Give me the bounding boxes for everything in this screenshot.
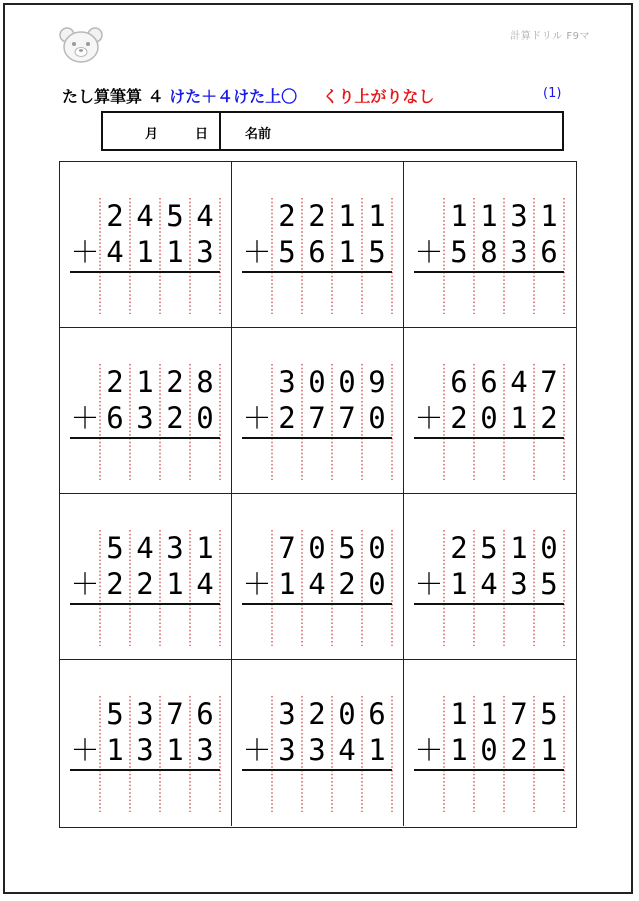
bottom-addend-digit: 6 bbox=[106, 401, 124, 435]
problem-drawing bbox=[60, 328, 232, 494]
sheet-number: (1) bbox=[543, 86, 562, 101]
answer-input-area[interactable] bbox=[444, 275, 564, 313]
top-addend-digit: 9 bbox=[368, 365, 386, 399]
problem-cell bbox=[60, 494, 232, 660]
top-addend-digit: 5 bbox=[106, 531, 124, 565]
bottom-addend-digit: 7 bbox=[308, 401, 326, 435]
top-addend-digit: 1 bbox=[136, 365, 154, 399]
top-addend-digit: 2 bbox=[308, 697, 326, 731]
plus-sign: ＋ bbox=[414, 733, 444, 767]
bottom-addend-digit: 2 bbox=[136, 567, 154, 601]
bottom-addend-digit: 4 bbox=[106, 235, 124, 269]
problem-cell bbox=[60, 660, 232, 826]
top-addend-digit: 3 bbox=[278, 365, 296, 399]
top-addend-digit: 4 bbox=[510, 365, 528, 399]
answer-input-area[interactable] bbox=[444, 773, 564, 811]
top-addend-digit: 8 bbox=[196, 365, 214, 399]
drill-label: 計算ドリル F9マ bbox=[510, 31, 590, 42]
bottom-addend-digit: 3 bbox=[196, 235, 214, 269]
top-addend-digit: 6 bbox=[480, 365, 498, 399]
title-no-carry: くり上がりなし bbox=[322, 87, 435, 106]
bottom-addend-digit: 0 bbox=[196, 401, 214, 435]
top-addend-digit: 6 bbox=[368, 697, 386, 731]
top-addend-digit: 1 bbox=[540, 199, 558, 233]
answer-input-area[interactable] bbox=[100, 441, 220, 479]
problem-cell bbox=[232, 494, 404, 660]
plus-sign: ＋ bbox=[242, 235, 272, 269]
plus-sign: ＋ bbox=[70, 733, 100, 767]
month-label: 月 bbox=[145, 127, 159, 142]
bottom-addend-digit: 1 bbox=[338, 235, 356, 269]
bottom-addend-digit: 0 bbox=[368, 567, 386, 601]
answer-input-area[interactable] bbox=[444, 607, 564, 645]
problem-cell bbox=[232, 162, 404, 328]
top-addend-digit: 1 bbox=[480, 199, 498, 233]
problem-cell bbox=[404, 162, 576, 328]
day-label: 日 bbox=[195, 127, 209, 142]
problem-cell bbox=[404, 660, 576, 826]
top-addend-digit: 5 bbox=[106, 697, 124, 731]
top-addend-digit: 0 bbox=[540, 531, 558, 565]
answer-input-area[interactable] bbox=[272, 275, 392, 313]
top-addend-digit: 3 bbox=[278, 697, 296, 731]
top-addend-digit: 0 bbox=[368, 531, 386, 565]
top-addend-digit: 7 bbox=[540, 365, 558, 399]
answer-input-area[interactable] bbox=[272, 441, 392, 479]
bottom-addend-digit: 4 bbox=[196, 567, 214, 601]
top-addend-digit: 1 bbox=[338, 199, 356, 233]
plus-sign: ＋ bbox=[414, 567, 444, 601]
problem-cell bbox=[232, 660, 404, 826]
top-addend-digit: 2 bbox=[106, 365, 124, 399]
bottom-addend-digit: 1 bbox=[166, 567, 184, 601]
top-addend-digit: 2 bbox=[166, 365, 184, 399]
bottom-addend-digit: 3 bbox=[136, 401, 154, 435]
top-addend-digit: 1 bbox=[450, 199, 468, 233]
top-addend-digit: 2 bbox=[450, 531, 468, 565]
bottom-addend-digit: 0 bbox=[480, 733, 498, 767]
top-addend-digit: 0 bbox=[308, 365, 326, 399]
plus-sign: ＋ bbox=[414, 235, 444, 269]
bottom-addend-digit: 1 bbox=[106, 733, 124, 767]
top-addend-digit: 6 bbox=[196, 697, 214, 731]
name-box-divider bbox=[219, 113, 221, 149]
top-addend-digit: 1 bbox=[480, 697, 498, 731]
top-addend-digit: 3 bbox=[166, 531, 184, 565]
page-title bbox=[62, 84, 582, 106]
bear-face-icon bbox=[58, 26, 104, 64]
top-addend-digit: 3 bbox=[510, 199, 528, 233]
bottom-addend-digit: 2 bbox=[510, 733, 528, 767]
bottom-addend-digit: 8 bbox=[480, 235, 498, 269]
bottom-addend-digit: 1 bbox=[540, 733, 558, 767]
problem-cell bbox=[60, 328, 232, 494]
top-addend-digit: 1 bbox=[450, 697, 468, 731]
bottom-addend-digit: 4 bbox=[308, 567, 326, 601]
title-digits-part: けた＋４けた上〇 bbox=[169, 87, 298, 106]
bottom-addend-digit: 2 bbox=[540, 401, 558, 435]
bottom-addend-digit: 3 bbox=[278, 733, 296, 767]
top-addend-digit: 5 bbox=[540, 697, 558, 731]
top-addend-digit: 1 bbox=[368, 199, 386, 233]
bottom-addend-digit: 3 bbox=[196, 733, 214, 767]
top-addend-digit: 7 bbox=[166, 697, 184, 731]
top-addend-digit: 5 bbox=[338, 531, 356, 565]
problem-cell bbox=[404, 328, 576, 494]
top-addend-digit: 5 bbox=[480, 531, 498, 565]
bottom-addend-digit: 1 bbox=[450, 733, 468, 767]
problem-drawing bbox=[232, 162, 404, 328]
bottom-addend-digit: 1 bbox=[510, 401, 528, 435]
plus-sign: ＋ bbox=[70, 235, 100, 269]
bottom-addend-digit: 0 bbox=[480, 401, 498, 435]
bottom-addend-digit: 1 bbox=[166, 235, 184, 269]
problem-drawing bbox=[232, 494, 404, 660]
problem-drawing bbox=[404, 162, 576, 328]
plus-sign: ＋ bbox=[242, 733, 272, 767]
bottom-addend-digit: 3 bbox=[136, 733, 154, 767]
problem-drawing bbox=[404, 328, 576, 494]
answer-input-area[interactable] bbox=[100, 275, 220, 313]
answer-input-area[interactable] bbox=[444, 441, 564, 479]
bottom-addend-digit: 4 bbox=[338, 733, 356, 767]
name-label: 名前 bbox=[245, 127, 272, 142]
bottom-addend-digit: 4 bbox=[480, 567, 498, 601]
bottom-addend-digit: 5 bbox=[540, 567, 558, 601]
problem-drawing bbox=[404, 660, 576, 826]
bottom-addend-digit: 3 bbox=[510, 235, 528, 269]
top-addend-digit: 0 bbox=[308, 531, 326, 565]
top-addend-digit: 3 bbox=[136, 697, 154, 731]
name-field[interactable] bbox=[293, 117, 555, 145]
problem-grid bbox=[59, 161, 577, 828]
answer-input-area[interactable] bbox=[272, 773, 392, 811]
top-addend-digit: 2 bbox=[278, 199, 296, 233]
problem-drawing bbox=[60, 162, 232, 328]
bottom-addend-digit: 5 bbox=[278, 235, 296, 269]
problem-drawing bbox=[404, 494, 576, 660]
bottom-addend-digit: 0 bbox=[368, 401, 386, 435]
top-addend-digit: 4 bbox=[136, 199, 154, 233]
bottom-addend-digit: 3 bbox=[510, 567, 528, 601]
bottom-addend-digit: 1 bbox=[136, 235, 154, 269]
problem-drawing bbox=[232, 328, 404, 494]
problem-cell bbox=[404, 494, 576, 660]
bottom-addend-digit: 3 bbox=[308, 733, 326, 767]
problem-cell bbox=[60, 162, 232, 328]
bottom-addend-digit: 1 bbox=[278, 567, 296, 601]
bottom-addend-digit: 1 bbox=[166, 733, 184, 767]
problem-drawing bbox=[60, 660, 232, 826]
plus-sign: ＋ bbox=[414, 401, 444, 435]
plus-sign: ＋ bbox=[70, 401, 100, 435]
top-addend-digit: 2 bbox=[106, 199, 124, 233]
bottom-addend-digit: 6 bbox=[308, 235, 326, 269]
title-prefix: たし算筆算 ４ bbox=[62, 87, 164, 106]
plus-sign: ＋ bbox=[242, 401, 272, 435]
bottom-addend-digit: 2 bbox=[338, 567, 356, 601]
bottom-addend-digit: 1 bbox=[450, 567, 468, 601]
top-addend-digit: 4 bbox=[196, 199, 214, 233]
top-addend-digit: 1 bbox=[510, 531, 528, 565]
bottom-addend-digit: 6 bbox=[540, 235, 558, 269]
top-addend-digit: 4 bbox=[136, 531, 154, 565]
top-addend-digit: 5 bbox=[166, 199, 184, 233]
answer-input-area[interactable] bbox=[100, 607, 220, 645]
name-date-box bbox=[101, 111, 564, 151]
problem-cell bbox=[232, 328, 404, 494]
top-addend-digit: 2 bbox=[308, 199, 326, 233]
bottom-addend-digit: 2 bbox=[450, 401, 468, 435]
problem-drawing bbox=[232, 660, 404, 826]
plus-sign: ＋ bbox=[242, 567, 272, 601]
top-addend-digit: 0 bbox=[338, 697, 356, 731]
bottom-addend-digit: 2 bbox=[166, 401, 184, 435]
answer-input-area[interactable] bbox=[100, 773, 220, 811]
top-addend-digit: 7 bbox=[278, 531, 296, 565]
bottom-addend-digit: 2 bbox=[106, 567, 124, 601]
problem-drawing bbox=[60, 494, 232, 660]
bottom-addend-digit: 7 bbox=[338, 401, 356, 435]
top-addend-digit: 7 bbox=[510, 697, 528, 731]
answer-input-area[interactable] bbox=[272, 607, 392, 645]
top-addend-digit: 6 bbox=[450, 365, 468, 399]
bottom-addend-digit: 1 bbox=[368, 733, 386, 767]
bottom-addend-digit: 2 bbox=[278, 401, 296, 435]
bottom-addend-digit: 5 bbox=[368, 235, 386, 269]
top-addend-digit: 0 bbox=[338, 365, 356, 399]
plus-sign: ＋ bbox=[70, 567, 100, 601]
top-addend-digit: 1 bbox=[196, 531, 214, 565]
bottom-addend-digit: 5 bbox=[450, 235, 468, 269]
